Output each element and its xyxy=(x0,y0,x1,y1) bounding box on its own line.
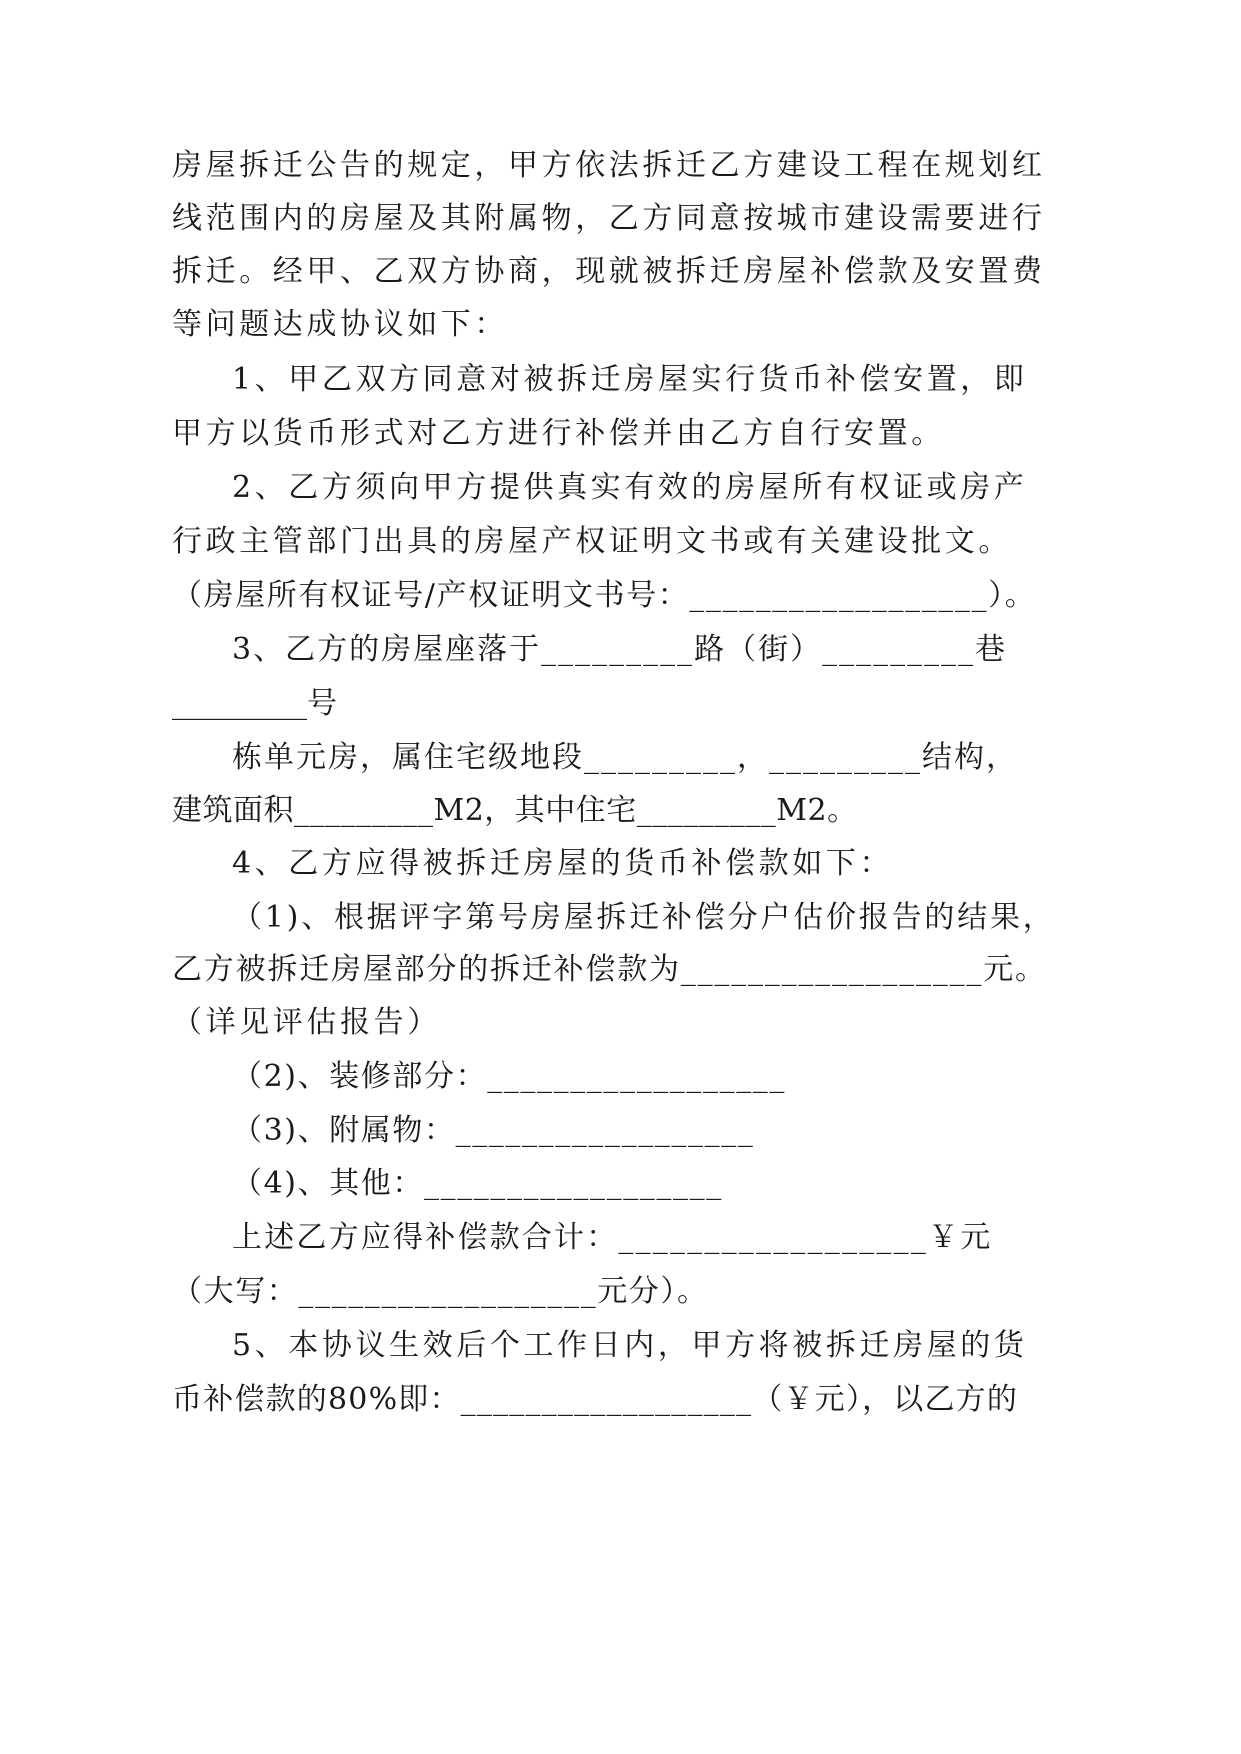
paragraph-line: 线范围内的房屋及其附属物，乙方同意按城市建设需要进行 xyxy=(172,201,1046,236)
clause-4-item-1-line: （1)、根据评字第号房屋拆迁补偿分户估价报告的结果， xyxy=(232,900,1056,935)
paragraph-line: 等问题达成协议如下： xyxy=(172,307,508,342)
clause-2-line: 2、乙方须向甲方提供真实有效的房屋所有权证或房产 xyxy=(232,470,1028,505)
clause-5-line: 5、本协议生效后个工作日内，甲方将被拆迁房屋的货 xyxy=(232,1328,1028,1363)
clause-4-line: 4、乙方应得被拆迁房屋的货币补偿款如下： xyxy=(232,846,894,881)
decoration-line: （2)、装修部分：__________________ xyxy=(232,1059,786,1094)
clause-4-item-1-line: 乙方被拆迁房屋部分的拆迁补偿款为__________________元。 xyxy=(172,952,1047,987)
paragraph-line: 拆迁。经甲、乙双方协商，现就被拆迁房屋补偿款及安置费 xyxy=(172,254,1046,289)
certificate-number-line: （房屋所有权证号/产权证明文书号：__________________）。 xyxy=(172,578,1037,613)
clause-1-line: 1、甲乙双方同意对被拆迁房屋实行货币补偿安置，即 xyxy=(232,362,1028,397)
attachments-line: （3)、附属物：__________________ xyxy=(232,1113,755,1148)
other-line: （4)、其他：__________________ xyxy=(232,1166,723,1201)
clause-5-line: 币补偿款的80%即：__________________（￥元），以乙方的 xyxy=(172,1382,1019,1417)
clause-3-line: 3、乙方的房屋座落于_________路（街）_________巷 xyxy=(232,632,1008,667)
paragraph-line: 房屋拆迁公告的规定，甲方依法拆迁乙方建设工程在规划红 xyxy=(172,148,1046,183)
building-area-line: 建筑面积_________M2，其中住宅_________M2。 xyxy=(172,793,858,828)
house-location-line: 栋单元房，属住宅级地段_________，_________结构， xyxy=(232,740,1018,775)
total-compensation-uppercase-line: （大写：__________________元分）。 xyxy=(172,1274,709,1309)
clause-1-line: 甲方以货币形式对乙方进行补偿并由乙方自行安置。 xyxy=(172,416,945,451)
clause-3-line: _________号 xyxy=(172,686,337,721)
total-compensation-line: 上述乙方应得补偿款合计：__________________￥元 xyxy=(232,1220,993,1255)
clause-4-item-1-note: （详见评估报告） xyxy=(172,1005,441,1040)
clause-2-line: 行政主管部门出具的房屋产权证明文书或有关建设批文。 xyxy=(172,524,1012,559)
